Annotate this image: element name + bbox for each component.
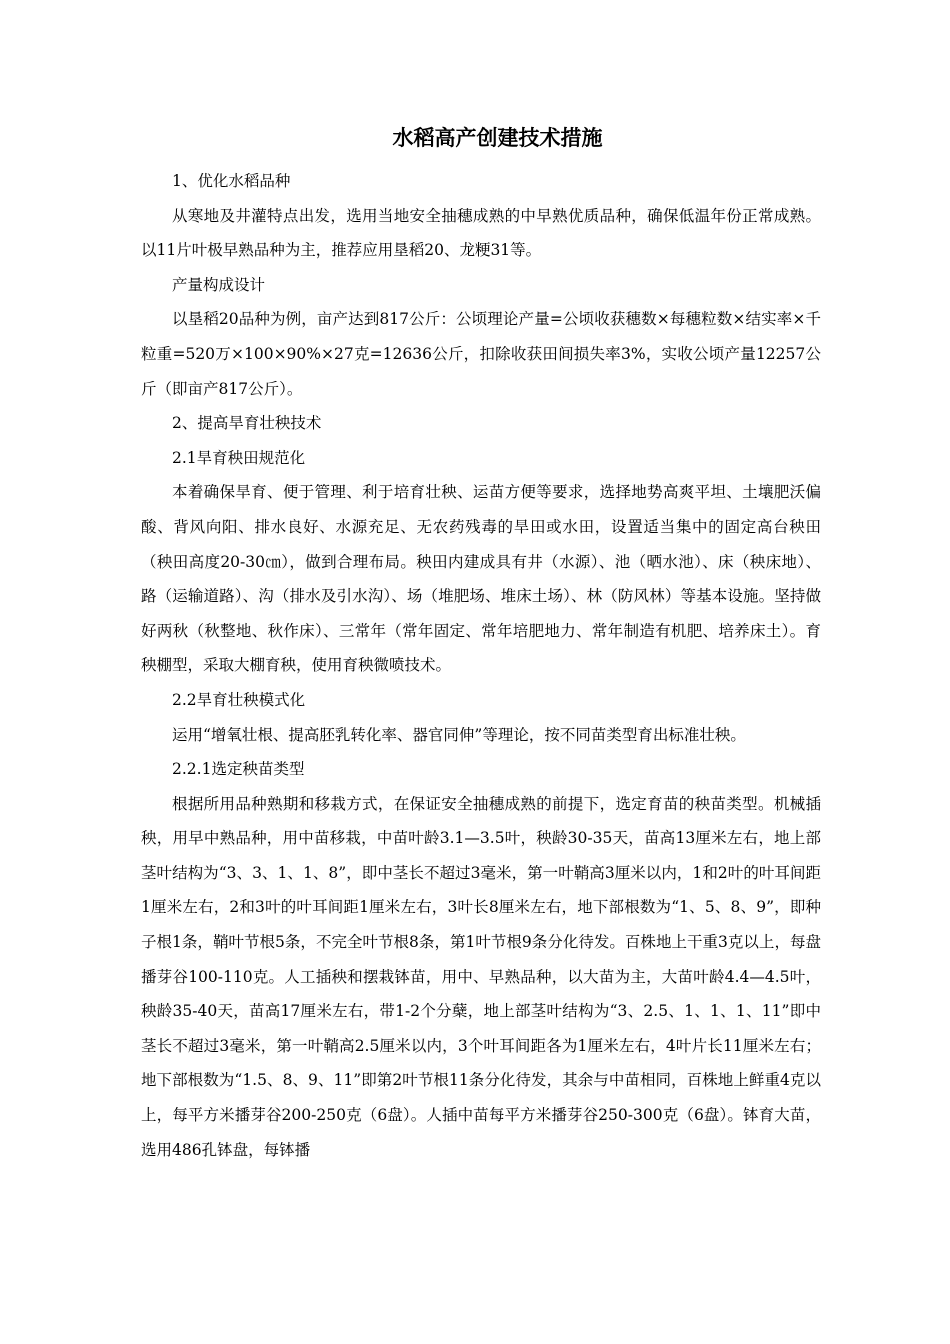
section-heading-2: 2、提高旱育壮秧技术 [172,414,322,433]
subheading-2-2: 2.2旱育壮秧模式化 [172,690,306,709]
section-heading-1: 1、优化水稻品种 [172,172,291,190]
subheading-yield-design: 产量构成设计 [172,275,266,294]
subheading-2-1: 2.1旱育秧田规范化 [172,448,306,467]
document-title: 水稻高产创建技术措施 [392,126,603,150]
subheading-2-2-1: 2.2.1选定秧苗类型 [172,760,305,779]
paragraph-seedbed-standardization: 本着确保旱育、便于管理、利于培育壮秧、运苗方便等要求，选择地势高爽平坦、土壤肥沃偏酸、背风向阳、排水良好、水源充足、无农药残毒的旱田或水田，设置适当集中的固定高台秧田（秧田高度20-30㎝），做到合理布局。秧田内建成具有井（水源）、池（晒水池）、床（秧床地）、路（运输道路）、沟（排水及引水沟）、场（堆肥场、堆床土场）、林（防风林）等基本设施。坚持做好两秋（秋整地、秋作床）、三常年（常年固定、常年培肥地力、常年制造有机肥、培养床土）。育秧棚型，采取大棚育秧，使用育秧微喷技术。 [141,483,821,675]
paragraph-yield-design: 以垦稻20品种为例，亩产达到817公斤：公顷理论产量=公顷收获穗数×每穗粒数×结实率×千粒重=520万×100×90%×27克=12636公斤，扣除收获田间损失率3%，实收公顷产量12257公斤（即亩产817公斤）。 [141,310,821,398]
paragraph-seedling-type: 根据所用品种熟期和移栽方式，在保证安全抽穗成熟的前提下，选定育苗的秧苗类型。机械插秧，用早中熟品种，用中苗移栽，中苗叶龄3.1—3.5叶，秧龄30-35天，苗高13厘米左右，地上部茎叶结构为“3、3、1、1、8”，即中茎长不超过3毫米，第一叶鞘高3厘米以内，1和2叶的叶耳间距1厘米左右，2和3叶的叶耳间距1厘米左右，3叶长8厘米左右，地下部根数为“1、5、8、9”，即种子根1条，鞘叶节根5条，不完全叶节根8条，第1叶节根9条分化待发。百株地上干重3克以上，每盘播芽谷100-110克。人工插秧和摆栽钵苗，用中、早熟品种，以大苗为主，大苗叶龄4.4—4.5叶，秧龄35-40天，苗高17厘米左右，带1-2个分蘖，地上部茎叶结构为“3、2.5、1、1、1、11”即中茎长不超过3毫米，第一叶鞘高2.5厘米以内，3个叶耳间距各为1厘米左右，4叶片长11厘米左右；地下部根数为“1.5、8、9、11”即第2叶节根11条分化待发，其余与中苗相同，百株地上鲜重4克以上，每平方米播芽谷200-250克（6盘）。人插中苗每平方米播芽谷250-300克（6盘）。钵育大苗，选用486孔钵盘，每钵播 [141,794,821,1159]
paragraph-variety-selection: 从寒地及井灌特点出发，选用当地安全抽穗成熟的中早熟优质品种，确保低温年份正常成熟。以11片叶极早熟品种为主，推荐应用垦稻20、龙粳31等。 [141,206,821,260]
paragraph-seedling-model: 运用“增氧壮根、提高胚乳转化率、器官同伸”等理论，按不同苗类型育出标准壮秧。 [172,725,746,744]
document-body [141,164,821,1167]
